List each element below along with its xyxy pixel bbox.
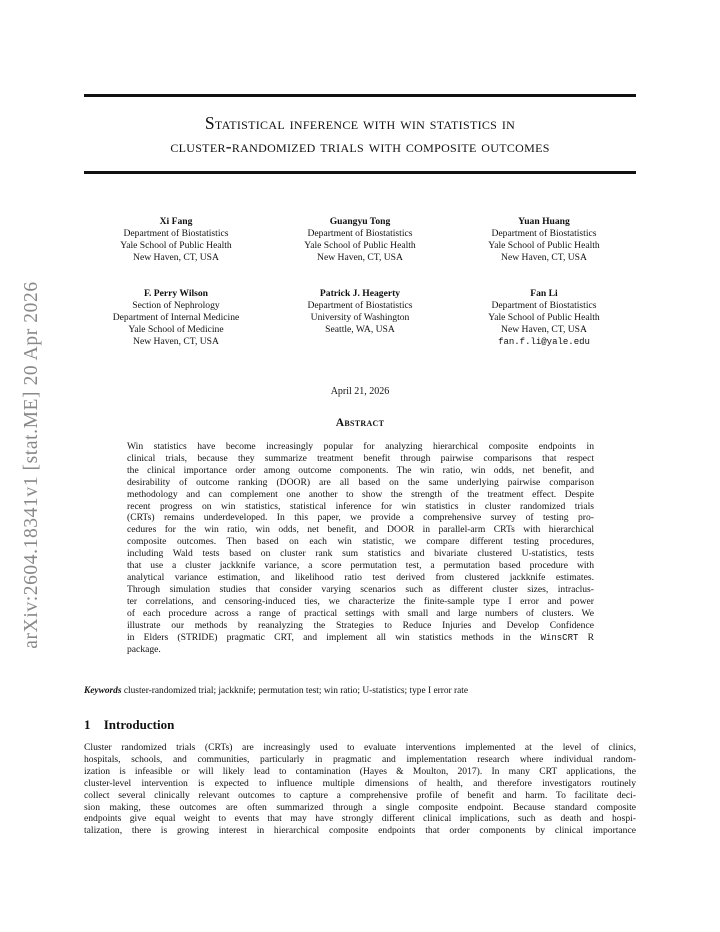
author-affiliation-line: University of Washington bbox=[310, 312, 410, 323]
author-block bbox=[452, 288, 636, 348]
author-affiliation-line: Department of Biostatistics bbox=[491, 300, 597, 311]
author-block bbox=[268, 216, 452, 264]
abstract-line: desirability of outcome ranking (DOOR) are all based on the same underlying pairwise comparison bbox=[127, 476, 594, 488]
abstract-line: including Wald tests based on cluster rank sum statistics and bivariate clustered U-statistics, tests bbox=[127, 548, 594, 560]
abstract-body bbox=[127, 441, 594, 656]
abstract-line bbox=[127, 632, 594, 645]
title-line-2: cluster-randomized trials with composite outcomes bbox=[170, 136, 550, 156]
arxiv-identifier: arXiv:2604.18341v1 [stat.ME] 20 Apr 2026 bbox=[21, 281, 42, 649]
author-affiliation-line: New Haven, CT, USA bbox=[501, 324, 587, 335]
package-name: WinsCRT bbox=[540, 632, 579, 643]
author-affiliation-line: Yale School of Public Health bbox=[488, 240, 600, 251]
author-affiliation-line: Department of Biostatistics bbox=[307, 228, 413, 239]
abstract-heading: Abstract bbox=[335, 417, 385, 429]
keywords-label: Keywords bbox=[84, 686, 122, 696]
author-block bbox=[84, 216, 268, 264]
author-affiliation-line: Yale School of Public Health bbox=[304, 240, 416, 251]
author-affiliation-line: Yale School of Public Health bbox=[120, 240, 232, 251]
intro-line: cluster-level intervention is expected to influence multiple dimensions of health, and therefore investigators routinely bbox=[84, 777, 636, 789]
author-affiliation-line: Department of Internal Medicine bbox=[112, 312, 240, 323]
intro-line: hospitals, schools, and communities, particularly in pragmatic and implementation research where individual random- bbox=[84, 753, 636, 765]
intro-line: collect several clinically relevant outcomes to capture a comprehensive profile of benefit and harm. To facilitate deci- bbox=[84, 789, 636, 801]
abstract-text-fragment: in Elders (STRIDE) pragmatic CRT, and implement all win statistics methods in the bbox=[127, 631, 541, 643]
author-block bbox=[84, 288, 268, 348]
author-block bbox=[452, 216, 636, 264]
author-affiliation-line: New Haven, CT, USA bbox=[501, 252, 587, 263]
author-affiliation-line: Seattle, WA, USA bbox=[325, 324, 395, 335]
author-affiliation-line: Yale School of Medicine bbox=[128, 324, 224, 335]
author-affiliation-line: New Haven, CT, USA bbox=[133, 336, 219, 347]
keywords-text: cluster-randomized trial; jackknife; permutation test; win ratio; U-statistics; type I error rate bbox=[123, 686, 469, 696]
author-block bbox=[268, 288, 452, 348]
author-row-2 bbox=[84, 288, 636, 348]
abstract-line: the clinical importance order among outcome components. The win ratio, win odds, net benefit, and bbox=[127, 464, 594, 476]
abstract-line: ter correlations, and censoring-induced ties, we characterize the finite-sample type I error and power bbox=[127, 595, 594, 607]
paper-date: April 21, 2026 bbox=[330, 386, 390, 397]
intro-line: ization is infeasible or will likely lead to contamination (Hayes & Moulton, 2017). In many CRT applications, the bbox=[84, 765, 636, 777]
abstract-line: composite outcomes. Then based on each win statistic, we compare different testing procedures, bbox=[127, 536, 594, 548]
abstract-line: (CRTs) remains underdeveloped. In this paper, we provide a comprehensive survey of testing pro- bbox=[127, 512, 594, 524]
abstract-line: methodology and can complement one another to show the strength of the treatment effect. Despite bbox=[127, 488, 594, 500]
author-name: Guangyu Tong bbox=[329, 216, 391, 227]
title-top-rule bbox=[84, 94, 636, 97]
author-affiliation-line: Section of Nephrology bbox=[132, 300, 220, 311]
keywords bbox=[84, 686, 636, 696]
abstract-line: of each procedure across a range of practical settings with small and large numbers of clusters. We bbox=[127, 607, 594, 619]
abstract-line: clinical trials, because they summarize treatment benefit through pairwise comparisons that respect bbox=[127, 452, 594, 464]
abstract-text-fragment: R bbox=[578, 631, 594, 643]
abstract-line: recent progress on win statistics, statistical inference for win statistics in cluster randomized trials bbox=[127, 500, 594, 512]
abstract-line: Through simulation studies that consider varying scenarios such as different cluster sizes, intraclus- bbox=[127, 583, 594, 595]
abstract-line: analytical variance estimation, and likelihood ratio test derived from clustered jackknife estimates. bbox=[127, 571, 594, 583]
author-name: Yuan Huang bbox=[518, 216, 570, 227]
author-affiliation-line: New Haven, CT, USA bbox=[317, 252, 403, 263]
author-affiliation-line: New Haven, CT, USA bbox=[133, 252, 219, 263]
author-affiliation-line: Department of Biostatistics bbox=[491, 228, 597, 239]
section-title: Introduction bbox=[103, 717, 175, 732]
author-affiliation-line: Department of Biostatistics bbox=[123, 228, 229, 239]
section-heading bbox=[84, 717, 174, 733]
intro-line: talization, there is growing interest in hierarchical composite endpoints that order components by clinical importance bbox=[84, 825, 636, 837]
author-email-link[interactable]: fan.f.li@yale.edu bbox=[498, 337, 590, 347]
introduction-body bbox=[84, 742, 636, 837]
author-affiliation-line: Department of Biostatistics bbox=[307, 300, 413, 311]
author-name: Patrick J. Heagerty bbox=[319, 288, 401, 299]
author-name: Xi Fang bbox=[159, 216, 193, 227]
author-name: F. Perry Wilson bbox=[143, 288, 209, 299]
author-name: Fan Li bbox=[530, 288, 558, 299]
abstract-line: that use a cluster jackknife variance, a score permutation test, a permutation based procedure with bbox=[127, 560, 594, 572]
author-affiliation-line: Yale School of Public Health bbox=[488, 312, 600, 323]
title-bottom-rule bbox=[84, 171, 636, 174]
section-number: 1 bbox=[84, 717, 91, 732]
abstract-line: Win statistics have become increasingly popular for analyzing hierarchical composite endpoints in bbox=[127, 441, 594, 452]
title-line-1: Statistical inference with win statistics in bbox=[204, 113, 516, 133]
intro-line: Cluster randomized trials (CRTs) are increasingly used to evaluate interventions implemented at the level of clinics, bbox=[84, 742, 636, 753]
paper-title bbox=[84, 112, 636, 158]
abstract-line: package. bbox=[127, 644, 161, 656]
intro-line: sion making, these outcomes are often summarized through a single composite endpoint. Because standard composite bbox=[84, 801, 636, 813]
arxiv-sidebar-stamp bbox=[12, 250, 52, 680]
abstract-line: illustrate our methods by reanalyzing the Strategies to Reduce Injuries and Develop Confidence bbox=[127, 619, 594, 631]
author-row-1 bbox=[84, 216, 636, 264]
intro-line: endpoints give equal weight to events that may have strongly different clinical implications, such as death and hospi- bbox=[84, 813, 636, 825]
abstract-line: cedures for the win ratio, win odds, net benefit, and DOOR in parallel-arm CRTs with hierarchical bbox=[127, 524, 594, 536]
